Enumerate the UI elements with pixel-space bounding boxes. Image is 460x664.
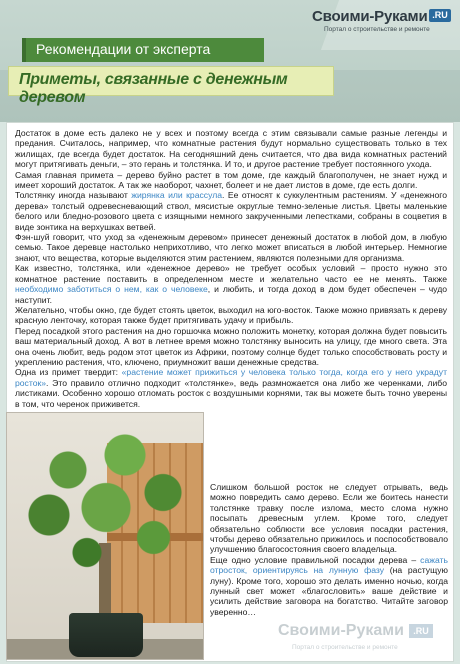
watermark-name: Своими-Руками	[278, 622, 404, 639]
paragraph-3	[15, 190, 447, 232]
site-logo[interactable]	[312, 8, 452, 36]
paragraph-8	[15, 367, 447, 409]
watermark-domain: .RU	[409, 624, 433, 638]
highlight-plant-names: жирянка или крассула	[131, 190, 222, 201]
paragraph-5-end: , и любить, и тогда доход в дом будет обеспечен – чудо наступит.	[15, 284, 447, 305]
highlight-care: необходимо заботиться о нем, как о человеке	[15, 284, 208, 295]
paragraph-6: Желательно, чтобы окно, где будет стоять цветок, выходил на юго-восток. Также можно привязать к дереву красную ленточку, которая также будет притягивать удачу и прибыль.	[15, 304, 447, 326]
expert-label-bar	[22, 38, 264, 62]
paragraph-1: Достаток в доме есть далеко не у всех и поэтому всегда с этим связывали самые разные легенды и предания. Считалось, например, что комнатные растения будут нормально существовать только в тех жилищах, где всегда будет достаток. На сегодняшний день считается, что два вида комнатных растений могут притягивать деньги, – это герань и толстянка. И то, и другое растение требует постоянного ухода.	[15, 128, 447, 170]
paragraph-7: Перед посадкой этого растения на дно горшочка можно положить монетку, которая должна будет повысить ваш материальный доход. А вот в летнее время можно толстянку выносить на улицу, где много света. Эта она очень любит, ведь родом этот цветок из Африки, поэтому солнце будет только способствовать росту и укреплению растения, что, ключено, приумножит ваши денежные средства.	[15, 325, 447, 367]
paragraph-10	[210, 555, 448, 617]
paragraph-2: Самая главная примета – дерево буйно растет в том доме, где каждый благополучен, не знает нужд и имеет хороший достаток. А так же наоборот, чахнет, болеет и не дает листов в доме, где есть долги.	[15, 169, 447, 191]
highlight-moon-phase: сажать отросток, ориентируясь на лунную фазу	[210, 554, 448, 576]
paragraph-3-start: Толстянку иногда называют	[15, 190, 132, 201]
expert-label: Рекомендации от эксперта	[36, 41, 211, 57]
watermark-tagline: Портал о строительстве и ремонте	[292, 644, 398, 651]
logo-domain-badge: .RU	[429, 9, 451, 22]
paragraph-5	[15, 263, 447, 305]
article-text-right-column	[210, 482, 448, 617]
paragraph-8-end: . Это правило отлично подходит «толстянке», ведь размножается она либо же черенками, либо листиками. Особенно хорошо отломать росток с воздушными корнями, так вы можете быть точно уверены в том, что черенок приживется.	[15, 377, 447, 409]
money-tree-photo	[6, 412, 204, 660]
paragraph-3-end: . Ее относят к суккулентным растениям. У «денежного дерева» толстый одревесневающий ствол, мясистые округлые темно-зеленые листья. Цветы маленькие белого или бледно-розового цвета с изящными немного закрученными лепестками, собраны в соцветия в виде зонтика на верхушках ветвей.	[15, 190, 447, 232]
highlight-sign-quote: «растение может прижиться у человека только тогда, когда его у него украдут росток»	[15, 367, 448, 388]
logo-name: Своими-Руками	[312, 8, 428, 25]
paragraph-10-end: (на растущую луну). Кроме того, хорошо это делать именно ночью, когда лунный свет может «благословить» ваше действие и усилить действие заговора на богатство. Читайте заговор уверенно…	[210, 565, 448, 617]
header-banner	[0, 0, 460, 122]
paragraph-8-start: Одна из примет твердит:	[15, 367, 122, 378]
page-title: Приметы, связанные с денежным деревом	[19, 71, 288, 106]
paragraph-9: Слишком большой росток не следует отрывать, ведь можно повредить само дерево. Если же боитесь нанести толстянке травку после излома, место слома нужно посыпать древесным углем. Кроме того, следует обязательно соблюсти все условия посадки растения, чтобы дерево обязательно прижилось и поспособствовало улучшению благосостояния своего владельца.	[210, 482, 448, 555]
paragraph-5-start: Как известно, толстянка, или «денежное дерево» не требует особых условий – просто нужно это комнатное растение поставить в определенном месте и желательно часто ее не менять. Также	[15, 263, 447, 284]
paragraph-4: Фэн-шуй говорит, что уход за «денежным деревом» принесет денежный достаток в любой дом, в любую семью. Такое деревце настолько неприхотливо, что легко может вписаться в любой интерьер. Немногие знают, что вещества, которые выделяются этим растением, являются полезными для организма.	[15, 232, 447, 263]
article-text	[15, 128, 447, 409]
page-title-bar	[8, 66, 334, 106]
watermark-logo	[278, 622, 448, 658]
logo-tagline: Портал о строительстве и ремонте	[324, 26, 430, 33]
plant-pot	[69, 613, 143, 657]
paragraph-10-start: Еще одно условие правильной посадки дерева –	[210, 554, 421, 565]
tree-foliage	[11, 425, 201, 575]
